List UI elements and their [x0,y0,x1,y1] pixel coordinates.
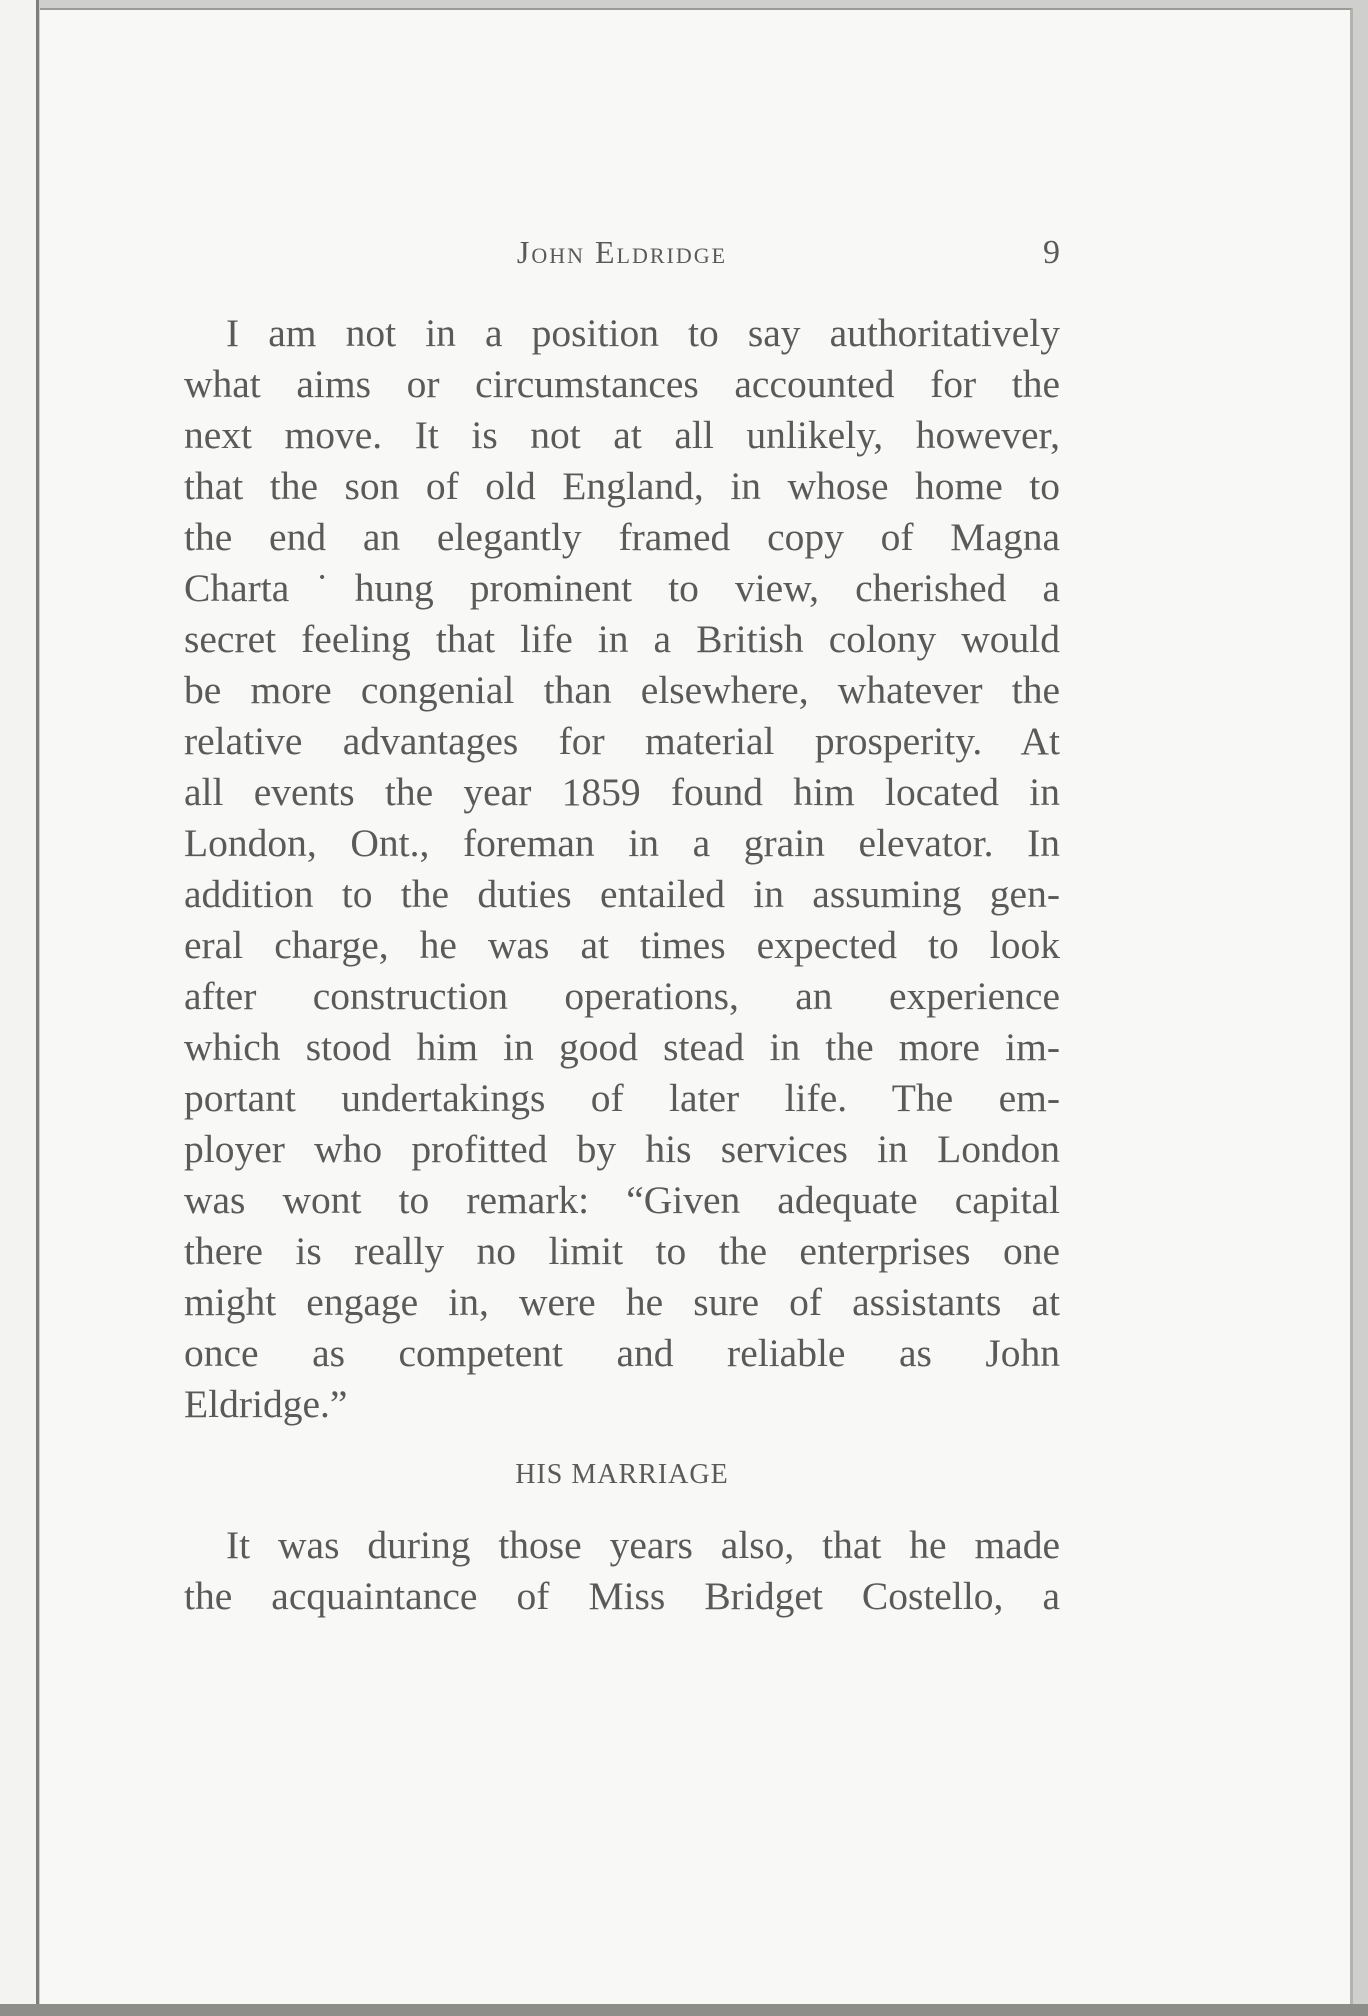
running-title: John Eldridge [516,234,728,270]
text-line: next move. It is not at all unlikely, however, [184,413,1060,457]
running-head [184,234,1060,294]
text-line: eral charge, he was at times expected to look [184,923,1060,967]
text-line: ployer who profitted by his services in London [184,1127,1060,1171]
text-line: the end an elegantly framed copy of Magna [184,515,1060,559]
text-line: what aims or circumstances accounted for the [184,362,1060,406]
text-line: Charta˙hung prominent to view, cherished a [184,566,1060,610]
text-line: which stood him in good stead in the more im- [184,1025,1060,1069]
text-block [184,234,1060,1622]
text-line: the acquaintance of Miss Bridget Costello, a [184,1574,1060,1618]
page-number: 9 [1043,234,1060,271]
paragraph-1 [184,308,1060,1430]
text-line: portant undertakings of later life. The em- [184,1076,1060,1120]
text-line: once as competent and reliable as John [184,1331,1060,1375]
text-line: relative advantages for material prosperity. At [184,719,1060,763]
text-line: addition to the duties entailed in assuming gen- [184,872,1060,916]
text-line: there is really no limit to the enterprises one [184,1229,1060,1273]
text-line: Eldridge.” [184,1382,348,1426]
scan-bottom-edge [0,2004,1368,2016]
section-heading: HIS MARRIAGE [515,1459,729,1490]
text-line: that the son of old England, in whose home to [184,464,1060,508]
text-line: after construction operations, an experience [184,974,1060,1018]
adjacent-page-edge [0,0,39,2016]
text-line: all events the year 1859 found him located in [184,770,1060,814]
text-line: secret feeling that life in a British colony would [184,617,1060,661]
text-line: It was during those years also, that he made [226,1523,1060,1567]
text-line: be more congenial than elsewhere, whatever the [184,668,1060,712]
text-line: might engage in, were he sure of assistants at [184,1280,1060,1324]
paragraph-2 [184,1520,1060,1622]
text-line: London, Ont., foreman in a grain elevator. In [184,821,1060,865]
text-line: I am not in a position to say authoritatively [226,311,1060,355]
text-line: was wont to remark: “Given adequate capital [184,1178,1060,1222]
